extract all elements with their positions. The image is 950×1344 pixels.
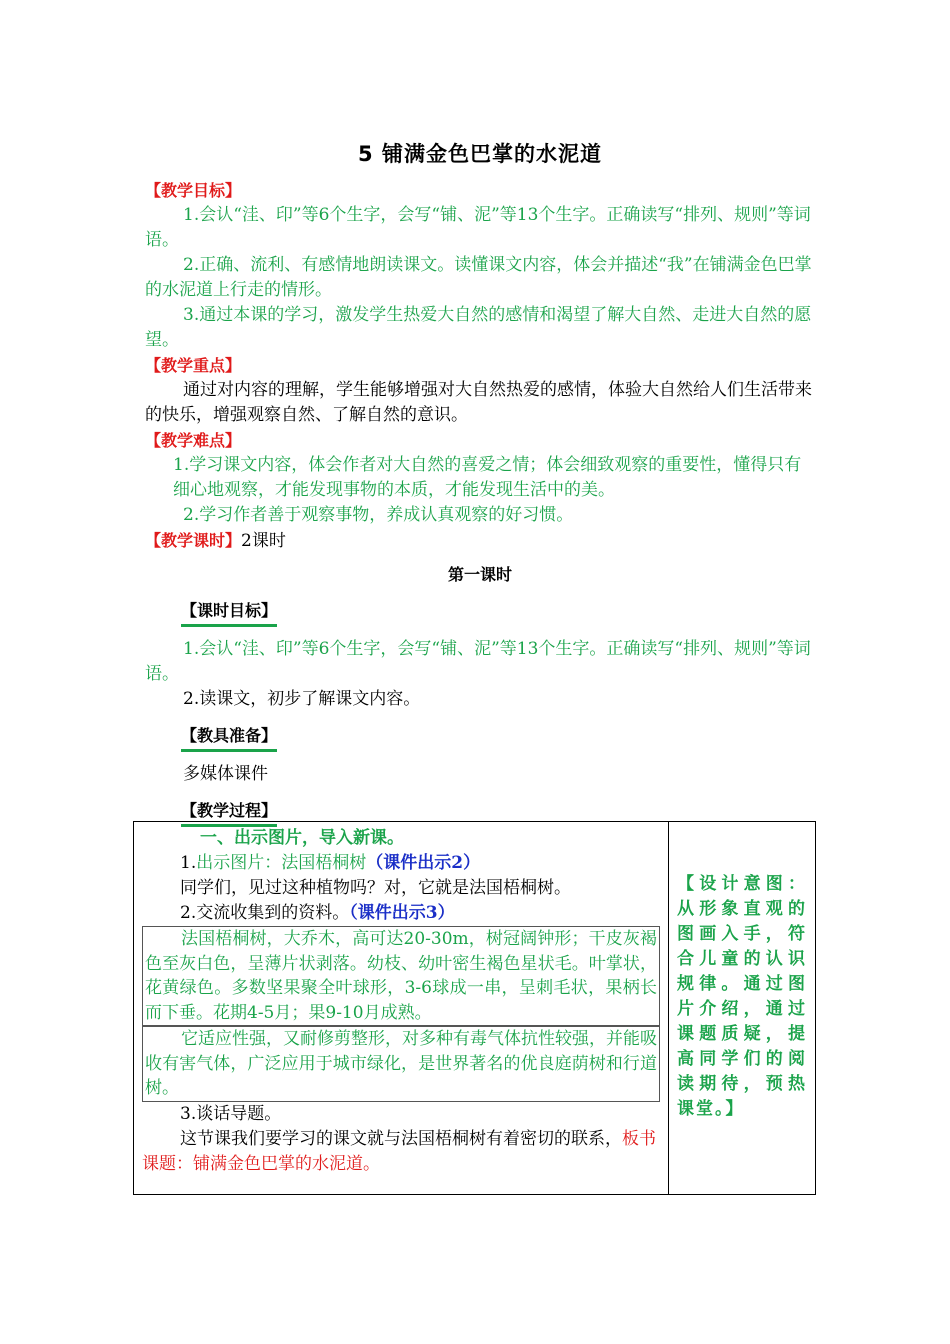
hours-line	[145, 528, 815, 554]
design-intent-text: 【设计意图：从形象直观的图画入手，符合儿童的认识规律。通过图片介绍，通过课题质疑，提高同学们的阅读期待，预热课堂。】	[677, 874, 807, 1119]
process-table	[133, 821, 816, 1195]
lesson-goal-heading: 【课时目标】	[181, 599, 277, 627]
hours-value: 2课时	[241, 531, 286, 551]
key-text: 通过对内容的理解，学生能够增强对大自然热爱的感情，体验大自然给人们生活带来的快乐，增强观察自然、了解自然的意识。	[145, 380, 812, 425]
process-main-cell	[134, 822, 669, 1195]
page-title: 5 铺满金色巴掌的水泥道	[358, 142, 602, 166]
key-heading: 【教学重点】	[145, 356, 242, 375]
step-1-detail: 同学们，见过这种植物吗？对，它就是法国梧桐树。	[180, 878, 571, 898]
step-3-text: 这节课我们要学习的课文就与法国梧桐树有着密切的联系，	[180, 1128, 622, 1149]
difficult-heading: 【教学难点】	[145, 431, 242, 450]
tools-heading: 【教具准备】	[181, 724, 277, 752]
hours-heading: 【教学课时】	[145, 531, 242, 550]
step-1-text: 出示图片：法国梧桐树	[196, 853, 367, 873]
step-2-text: 2.交流收集到的资料。	[180, 903, 350, 923]
lesson-goal-item: 1.会认“洼、印”等6个生字，会写“铺、泥”等13个生字。正确读写“排列、规则”等词语。	[145, 639, 811, 684]
goal-item: 2.正确、流利、有感情地朗读课文。读懂课文内容，体会并描述“我”在铺满金色巴掌的水泥道上行走的情形。	[145, 255, 812, 300]
courseware-label: （课件出示3）	[349, 903, 455, 923]
tools-text: 多媒体课件	[183, 764, 268, 784]
document-page	[145, 138, 815, 837]
design-intent-cell	[669, 822, 816, 1195]
difficult-item: 1.学习课文内容，体会作者对大自然的喜爱之情；体会细致观察的重要性，懂得只有细心地观察，才能发现事物的本质，才能发现生活中的美。	[173, 455, 802, 500]
step-2	[142, 901, 660, 926]
lesson-title: 第一课时	[447, 565, 512, 584]
courseware-label: （课件出示2）	[366, 853, 481, 873]
step-3-detail	[142, 1127, 660, 1177]
board-title: 板书课题：铺满金色巴掌的水泥道。	[142, 1128, 656, 1174]
info-box-1: 法国梧桐树，大乔木，高可达20-30m，树冠阔钟形；干皮灰褐色至灰白色，呈薄片状剥落。幼枝、幼叶密生褐色星状毛。叶掌状，花黄绿色。多数坚果聚全叶球形，3-6球成一串，呈刺毛状，果柄长而下垂。花期4-5月；果9-10月成熟。	[142, 926, 660, 1026]
lesson-goal-item: 2.读课文，初步了解课文内容。	[183, 689, 421, 709]
step-1-number: 1.	[180, 853, 197, 873]
step-title: 一、出示图片，导入新课。	[200, 828, 404, 848]
goal-item: 3.通过本课的学习，激发学生热爱大自然的感情和渴望了解大自然、走进大自然的愿望。	[145, 305, 812, 350]
info-box-2: 它适应性强，又耐修剪整形，对多种有毒气体抗性较强，并能吸收有害气体，广泛应用于城市绿化，是世界著名的优良庭荫树和行道树。	[142, 1026, 660, 1102]
process-heading: 【教学过程】	[181, 799, 277, 827]
goals-heading: 【教学目标】	[145, 181, 242, 200]
goal-item: 1.会认“洼、印”等6个生字，会写“铺、泥”等13个生字。正确读写“排列、规则”等词语。	[145, 205, 811, 250]
step-3: 3.谈话导题。	[180, 1103, 282, 1124]
step-1	[142, 851, 660, 876]
difficult-item: 2.学习作者善于观察事物，养成认真观察的好习惯。	[183, 505, 574, 525]
